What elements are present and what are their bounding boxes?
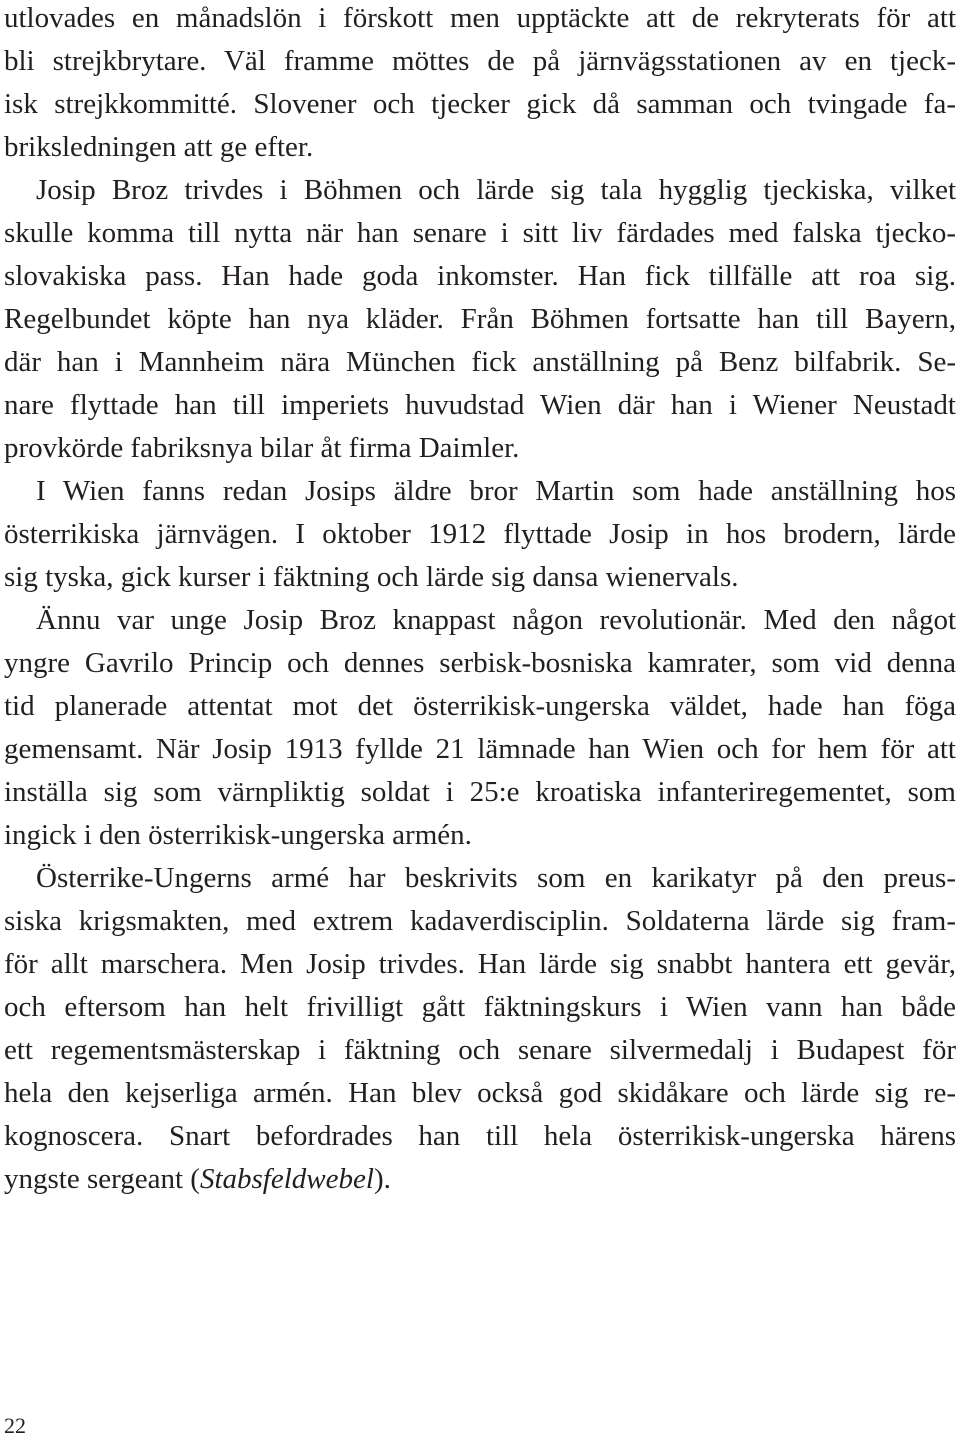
text-line: hela den kejserliga armén. Han blev också god skidåkare och lärde sig re- [4,1077,956,1109]
text-line: briksledningen att ge efter. [4,131,314,163]
text-line: och eftersom han helt frivilligt gått fäktningskurs i Wien vann han både [4,991,956,1023]
text-line: slovakiska pass. Han hade goda inkomster. Han fick tillfälle att roa sig. [4,260,956,292]
text-line: bli strejkbrytare. Väl framme möttes de på järnvägsstationen av en tjeck- [4,45,956,77]
page-number: 22 [4,1413,26,1438]
text-line: ett regementsmästerskap i fäktning och senare silvermedalj i Budapest för [4,1034,956,1066]
text-line: inställa sig som värnpliktig soldat i 25:e kroatiska infanteriregementet, som [4,776,956,808]
text-line: utlovades en månadslön i förskott men upptäckte att de rekryterats för att [4,2,956,34]
text-line: gemensamt. När Josip 1913 fyllde 21 lämnade han Wien och for hem för att [4,733,956,765]
text-line: Regelbundet köpte han nya kläder. Från Böhmen fortsatte han till Bayern, [4,303,956,335]
text-line: ingick i den österrikisk-ungerska armén. [4,819,472,851]
text-line: isk strejkkommitté. Slovener och tjecker gick då samman och tvingade fa- [4,88,956,120]
text-line: sig tyska, gick kurser i fäktning och lärde sig dansa wienervals. [4,561,739,593]
text-line: yngre Gavrilo Princip och dennes serbisk-bosniska kamrater, som vid denna [4,647,956,679]
text-line: provkörde fabriksnya bilar åt firma Daimler. [4,432,520,464]
text-line: yngste sergeant (Stabsfeldwebel). [4,1163,391,1195]
italic-term: Stabsfeldwebel [199,1163,374,1195]
text-line: där han i Mannheim nära München fick anställning på Benz bilfabrik. Se- [4,346,956,378]
text-line: Österrike-Ungerns armé har beskrivits som en karikatyr på den preus- [36,862,956,894]
text-line: kognoscera. Snart befordrades han till hela österrikisk-ungerska härens [4,1120,956,1152]
text-line: nare flyttade han till imperiets huvudstad Wien där han i Wiener Neustadt [4,389,956,421]
text-line: Ännu var unge Josip Broz knappast någon revolutionär. Med den något [36,604,956,636]
text-line: siska krigsmakten, med extrem kadaverdisciplin. Soldaterna lärde sig fram- [4,905,956,937]
text-line: I Wien fanns redan Josips äldre bror Martin som hade anställning hos [36,475,956,507]
text-line: österrikiska järnvägen. I oktober 1912 flyttade Josip in hos brodern, lärde [4,518,956,550]
text-line: för allt marschera. Men Josip trivdes. Han lärde sig snabbt hantera ett gevär, [4,948,956,980]
text-line: Josip Broz trivdes i Böhmen och lärde sig tala hygglig tjeckiska, vilket [36,174,956,206]
text-line: tid planerade attentat mot det österrikisk-ungerska väldet, hade han föga [4,690,956,722]
text-line: skulle komma till nytta när han senare i sitt liv färdades med falska tjecko- [4,217,956,249]
